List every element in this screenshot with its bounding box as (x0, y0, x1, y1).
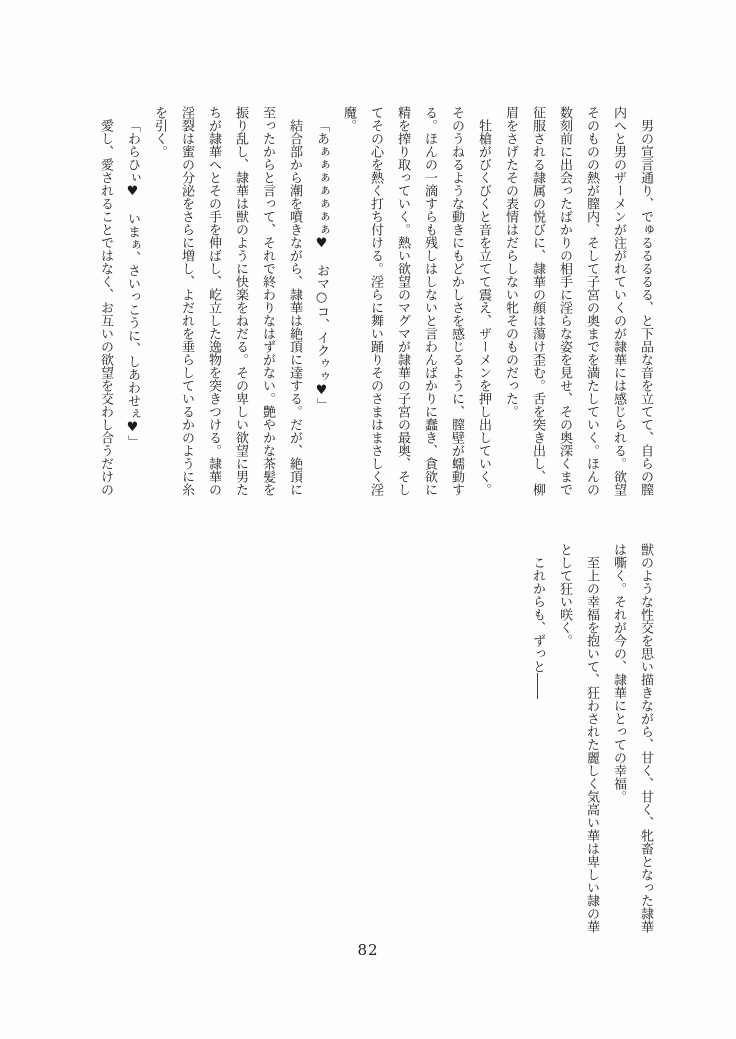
page-number: 82 (357, 941, 379, 959)
paragraph: 結合部から潮を噴きながら、隷華は絶頂に達する。だが、絶頂に至ったからと言って、それで終わりなはずがない。艶やかな茶髪を振り乱し、隷華は獣のように快楽をねだる。その卑しい欲望に男たちが隷華へとその手を伸ばし、屹立した逸物を突きつける。隷華の淫裂は蜜の分泌をさらに増し、よだれを垂らしているかのように糸を引く。 (152, 106, 302, 496)
paragraph: 牡槍がびくびくと音を立てて震え、ザーメンを押し出していく。そのうねるような動きにもどかしさを感じるように、膣壁が蠕動する。ほんの一滴すらも残しはしないと言わんばかりに蠢き、貪欲に精を搾り取っていく。熱い欲望のマグマが隷華の子宮の最奥、そしてその心を熱く打ち付ける。淫らに舞い踊りそのさまはまさしく淫魔。 (341, 106, 491, 496)
paragraph: これからも、ずっと―― (530, 556, 545, 699)
paragraph: 至上の幸福を抱いて、狂わされた麗しく気高い華は卑しい隷の華として狂い咲く。 (557, 543, 599, 933)
paragraph: 愛し、愛されることではなく、お互いの欲望を交わし合うだけの (98, 119, 113, 496)
paragraph: 「あぁぁぁぁぁぁぁ♥ おマ○コ、イクゥゥ♥」 (314, 119, 329, 411)
vertical-text-block-upper (92, 106, 659, 498)
paragraph: 獣のような性交を思い描きながら、甘く、甘く、牝畜となった隷華は嘶く。それが今の、隷華にとっての幸福。 (611, 543, 653, 933)
paragraph: 男の宣言通り、でゅるるるるる、と下品な音を立てて、自らの膣内へと男のザーメンが注がれていくのが隷華には感じられる。欲望そのものの熱が膣内、そして子宮の奥までを満たしていく。ほんの数刻前に出会ったばかりの相手に淫らな姿を見せ、その奥深くまで征服される隷属の悦びに、隷華の顔は蕩け歪む。舌を突き出し、柳眉をさげたその表情はだらしない牝そのものだった。 (503, 106, 653, 496)
vertical-text-block-lower (524, 543, 659, 935)
paragraph: 「わらひぃ♥ いまぁ、さいっこうに、しあわせぇ♥」 (125, 119, 140, 448)
